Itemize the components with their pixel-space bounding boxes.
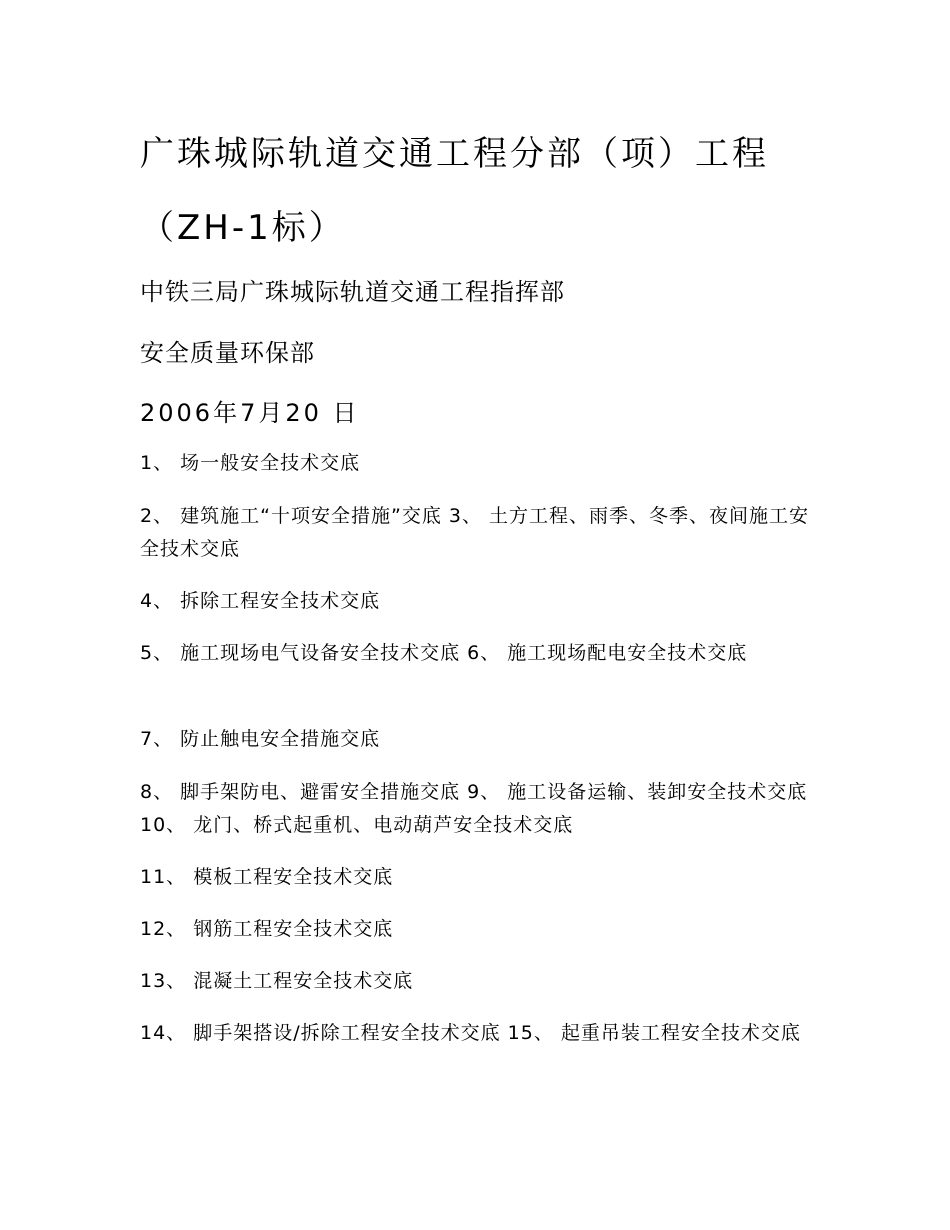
list-item: 12、 钢筋工程安全技术交底 — [140, 918, 394, 940]
list-item: 8、 脚手架防电、避雷安全措施交底 9、 施工设备运输、装卸安全技术交底 10、 龙门、桥式起重机、电动葫芦安全技术交底 — [140, 781, 808, 836]
list-item: 5、 施工现场电气设备安全技术交底 6、 施工现场配电安全技术交底 — [140, 642, 748, 664]
document-title-line-2: （ZH-1标） — [140, 208, 346, 248]
list-item: 7、 防止触电安全措施交底 — [140, 728, 381, 750]
list-item: 2、 建筑施工“十项安全措施”交底 3、 土方工程、雨季、冬季、夜间施工安全技术交底 — [140, 505, 809, 560]
document-date: 2006年7月20 日 — [140, 399, 360, 427]
list-item: 4、 拆除工程安全技术交底 — [140, 590, 381, 612]
list-item: 13、 混凝土工程安全技术交底 — [140, 970, 414, 992]
organization-name: 中铁三局广珠城际轨道交通工程指挥部 — [140, 278, 565, 306]
department-name: 安全质量环保部 — [140, 339, 315, 367]
list-item: 14、 脚手架搭设/拆除工程安全技术交底 15、 起重吊装工程安全技术交底 — [140, 1022, 801, 1044]
list-item: 1、 场一般安全技术交底 — [140, 452, 361, 474]
document-title-line-1: 广珠城际轨道交通工程分部（项）工程 — [140, 134, 769, 174]
list-item: 11、 模板工程安全技术交底 — [140, 866, 394, 888]
